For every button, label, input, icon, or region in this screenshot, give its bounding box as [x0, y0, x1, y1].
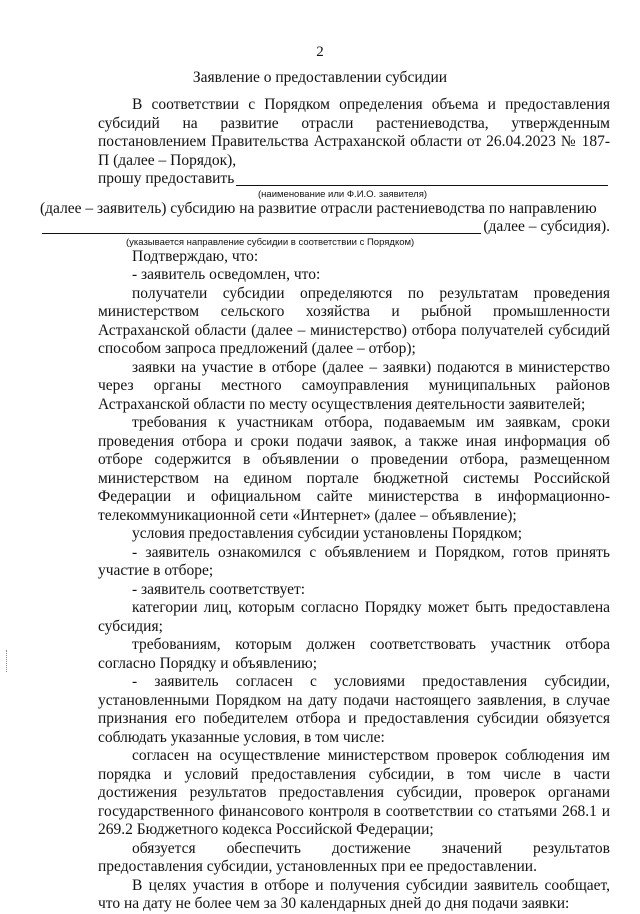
scan-margin-mark — [6, 650, 11, 672]
applicant-name-row — [98, 170, 610, 189]
applicant-text: (далее – заявитель) субсидию на развитие отрасли растениеводства по направлению — [40, 199, 597, 217]
subsidy-direction-field[interactable] — [42, 219, 481, 234]
intro-paragraph: В соответствии с Порядком определения объема и предоставления субсидий на развитие отрасли растениеводства, утвержденным постановлением Правительства Астраханской области от 26.04.2023 № 187-П (далее – Порядок), — [98, 96, 610, 169]
paragraph: Подтверждаю, что: — [132, 247, 259, 265]
paragraph: - заявитель осведомлен, что: — [132, 266, 321, 283]
subsidy-direction-caption: (указывается направление субсидии в соответствии с Порядком) — [126, 236, 415, 248]
ask-prefix: прошу предоставить — [98, 170, 235, 187]
applicant-paragraph — [40, 200, 610, 219]
paragraph: получатели субсидии определяются по результатам проведения министерством сельского хозяйства и рыбной промышленности Астраханской области (далее – министерство) отбора получателей субсидий способом запроса предложений (далее – отбор); — [98, 284, 610, 357]
paragraph: - заявитель согласен с условиями предоставления субсидии, установленными Порядком на дату подачи настоящего заявления, в случае признания его победителем отбора и предоставления субсидии обязуется соблюдать указанные условия, в том числе: — [98, 673, 610, 746]
page-number: 2 — [316, 44, 324, 60]
paragraph: В целях участия в отборе и получения субсидии заявитель сообщает, что на дату не более чем за 30 календарных дней до дня подачи заявки: — [98, 876, 610, 912]
subsidy-direction-row — [40, 218, 610, 237]
paragraph: - заявитель соответствует: — [132, 580, 306, 598]
paragraph: заявки на участие в отборе (далее – заявки) подаются в министерство через органы местного самоуправления муниципальных районов Астраханской области по месту осуществления деятельности заявителей; — [98, 358, 610, 413]
paragraph: - заявитель ознакомился с объявлением и Порядком, готов принять участие в отборе; — [98, 543, 610, 579]
subsidy-suffix: (далее – субсидия). — [483, 218, 610, 235]
paragraph: требования к участникам отбора, подаваемым им заявкам, сроки проведения отбора и сроки подачи заявок, а также иная информация об отборе содержится в объявлении о проведении отбора, размещенном министерством на едином портале бюджетной системы Российской Федерации и официальном сайте министерства в информационно-телекоммуникационной сети «Интернет» (далее – объявление); — [98, 414, 610, 524]
paragraph: согласен на осуществление министерством проверок соблюдения им порядка и условий предоставления субсидии, в том числе в части достижения результатов предоставления субсидии, проверок органами государственного финансового контроля в соответствии со статьями 268.1 и 269.2 Бюджетного кодекса Российской Федерации; — [98, 747, 610, 838]
paragraph: обязуется обеспечить достижение значений результатов предоставления субсидии, установленных при ее предоставлении. — [98, 839, 610, 875]
applicant-name-field[interactable] — [236, 171, 608, 186]
paragraph: категории лиц, которым согласно Порядку может быть предоставлена субсидия; — [98, 599, 610, 635]
paragraph: требованиям, которым должен соответствовать участник отбора согласно Порядку и объявлению; — [98, 636, 610, 672]
document-title: Заявление о предоставлении субсидии — [192, 69, 448, 86]
paragraph: условия предоставления субсидии установлены Порядком; — [132, 525, 523, 542]
applicant-name-caption: (наименование или Ф.И.О. заявителя) — [258, 188, 428, 200]
document-body — [40, 96, 610, 914]
